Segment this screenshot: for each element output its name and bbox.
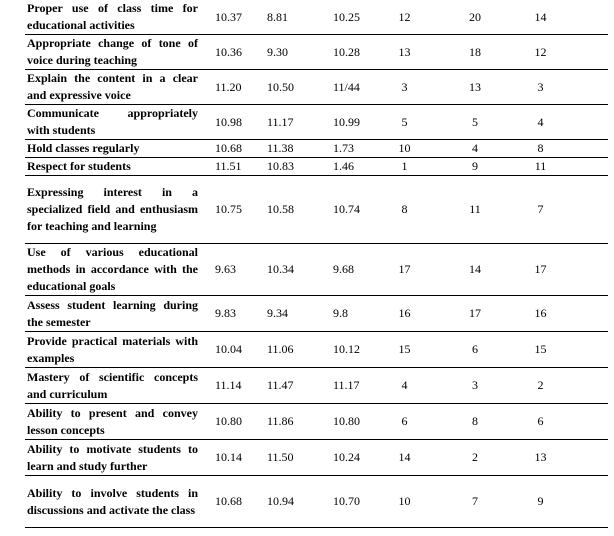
score-c: 1.46	[333, 159, 354, 173]
rank-f: 16	[534, 306, 547, 320]
rank-f: 13	[534, 450, 547, 464]
table-row	[25, 35, 608, 70]
rank-e: 2	[472, 450, 478, 464]
table-row	[25, 440, 608, 476]
score-b: 10.83	[267, 159, 294, 173]
teaching-evaluation-table	[25, 0, 608, 528]
table-row	[25, 404, 608, 440]
score-b: 10.50	[267, 79, 294, 94]
score-b: 10.94	[267, 494, 294, 508]
rank-d: 12	[398, 9, 411, 24]
score-a: 10.14	[215, 450, 242, 464]
table-row	[25, 296, 608, 332]
score-c: 10.99	[333, 114, 360, 129]
rank-d: 4	[401, 378, 408, 392]
score-a: 10.98	[215, 114, 242, 129]
rank-d: 15	[398, 342, 411, 356]
rank-d: 14	[398, 450, 411, 464]
table-row	[25, 476, 608, 528]
score-c: 1.73	[333, 141, 354, 155]
rank-f: 14	[534, 9, 547, 24]
score-b: 10.58	[267, 202, 294, 216]
rank-f: 4	[537, 114, 544, 129]
rank-e: 18	[469, 44, 481, 59]
score-a: 10.36	[215, 44, 242, 59]
rank-f: 8	[537, 141, 544, 155]
rank-e: 6	[472, 342, 478, 356]
table-row	[25, 140, 608, 158]
score-a: 9.63	[215, 262, 236, 276]
rank-e: 11	[469, 202, 481, 216]
score-a: 9.83	[215, 306, 236, 320]
table-row	[25, 176, 608, 244]
rank-d: 1	[401, 159, 408, 173]
score-a: 11.51	[215, 159, 242, 173]
score-c: 10.70	[333, 494, 360, 508]
rank-f: 3	[537, 79, 544, 94]
table-row	[25, 70, 608, 105]
score-c: 10.74	[333, 202, 360, 216]
rank-d: 3	[401, 79, 408, 94]
criterion-label: Explain the content in a clear and expressive voice	[27, 71, 198, 102]
table-row	[25, 158, 608, 176]
rank-f: 2	[537, 378, 544, 392]
rank-d: 13	[398, 44, 411, 59]
rank-d: 17	[398, 262, 411, 276]
score-b: 9.30	[267, 44, 288, 59]
criterion-label: Proper use of class time for educational activities	[27, 1, 198, 32]
rank-f: 6	[537, 414, 544, 428]
score-b: 8.81	[267, 9, 288, 24]
score-b: 11.50	[267, 450, 294, 464]
rank-e: 4	[472, 141, 478, 155]
criterion-label: Ability to present and convey lesson concepts	[27, 405, 198, 437]
rank-f: 9	[537, 494, 544, 508]
rank-d: 5	[401, 114, 408, 129]
score-c: 9.8	[333, 306, 348, 320]
criterion-label: Communicate appropriately with students	[27, 106, 198, 137]
score-a: 10.37	[215, 9, 242, 24]
rank-f: 7	[537, 202, 544, 216]
rank-e: 9	[472, 159, 478, 173]
score-a: 11.20	[215, 79, 242, 94]
criterion-label: Provide practical materials with examples	[27, 333, 198, 365]
rank-e: 8	[472, 414, 478, 428]
score-a: 10.75	[215, 202, 242, 216]
score-b: 11.06	[267, 342, 294, 356]
criterion-label: Expressing interest in a specialized field and enthusiasm for teaching and learning	[27, 185, 198, 233]
score-c: 10.25	[333, 9, 360, 24]
criterion-label: Respect for students	[27, 159, 131, 173]
rank-e: 5	[472, 114, 478, 129]
rank-d: 16	[398, 306, 411, 320]
table-row	[25, 0, 608, 35]
rank-d: 10	[398, 141, 411, 155]
score-c: 11/44	[333, 79, 360, 94]
rank-d: 6	[401, 414, 408, 428]
score-c: 10.80	[333, 414, 360, 428]
score-c: 10.28	[333, 44, 360, 59]
table-row	[25, 105, 608, 140]
criterion-label: Ability to motivate students to learn and study further	[27, 441, 198, 473]
score-b: 11.38	[267, 141, 294, 155]
score-b: 11.86	[267, 414, 294, 428]
rank-f: 11	[534, 159, 547, 173]
score-a: 10.68	[215, 494, 242, 508]
criterion-label: Use of various educational methods in accordance with the educational goals	[27, 245, 198, 293]
table-row	[25, 244, 608, 296]
rank-e: 13	[469, 79, 481, 94]
table-row	[25, 332, 608, 368]
score-c: 11.17	[333, 378, 360, 392]
criterion-label: Assess student learning during the semester	[27, 297, 198, 329]
score-a: 10.68	[215, 141, 242, 155]
rank-d: 10	[398, 494, 411, 508]
rank-e: 7	[472, 494, 478, 508]
score-c: 9.68	[333, 262, 354, 276]
rank-e: 14	[469, 262, 481, 276]
score-b: 9.34	[267, 306, 288, 320]
rank-e: 20	[469, 9, 481, 24]
score-a: 11.14	[215, 378, 242, 392]
rank-f: 17	[534, 262, 547, 276]
score-b: 10.34	[267, 262, 294, 276]
score-c: 10.12	[333, 342, 360, 356]
criterion-label: Appropriate change of tone of voice during teaching	[27, 36, 198, 67]
criterion-label: Hold classes regularly	[27, 141, 140, 155]
rank-e: 17	[469, 306, 481, 320]
score-c: 10.24	[333, 450, 360, 464]
rank-f: 12	[534, 44, 547, 59]
score-a: 10.80	[215, 414, 242, 428]
score-b: 11.17	[267, 114, 294, 129]
rank-d: 8	[401, 202, 408, 216]
table-row	[25, 368, 608, 404]
score-b: 11.47	[267, 378, 294, 392]
criterion-label: Mastery of scientific concepts and curriculum	[27, 369, 198, 401]
criterion-label: Ability to involve students in discussions and activate the class	[27, 485, 198, 517]
rank-e: 3	[472, 378, 478, 392]
rank-f: 15	[534, 342, 547, 356]
score-a: 10.04	[215, 342, 242, 356]
